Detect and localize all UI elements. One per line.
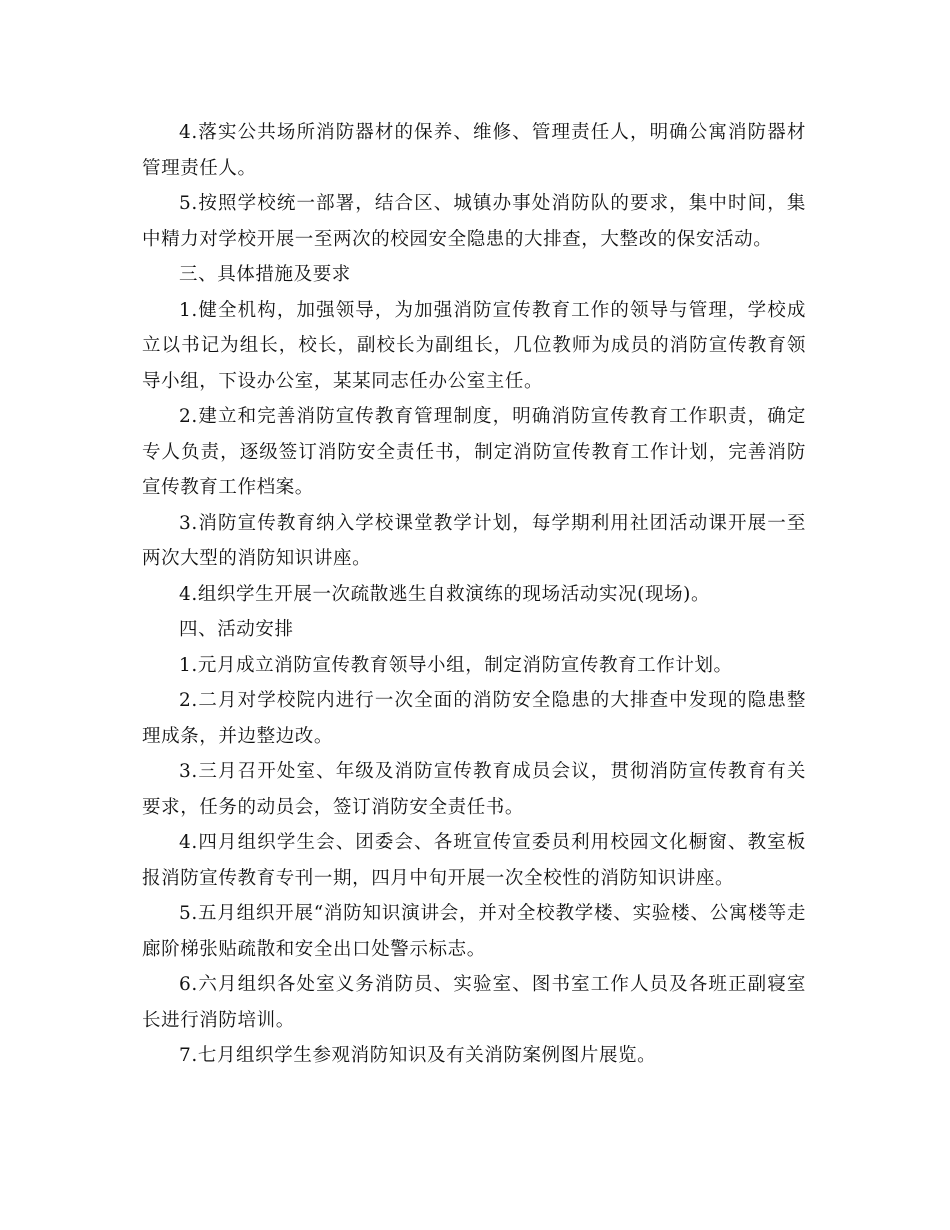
section-heading: 三、具体措施及要求 [179, 264, 351, 285]
paragraph: 6.六月组织各处室义务消防员、实验室、图书室工作人员及各班正副寝室长进行消防培训。 [142, 974, 806, 1031]
document-body [142, 115, 806, 1074]
paragraph: 3.三月召开处室、年级及消防宣传教育成员会议，贯彻消防宣传教育有关要求，任务的动员会，签订消防安全责任书。 [142, 761, 806, 818]
paragraph: 5.按照学校统一部署，结合区、城镇办事处消防队的要求，集中时间，集中精力对学校开展一至两次的校园安全隐患的大排查，大整改的保安活动。 [142, 193, 806, 250]
paragraph: 4.落实公共场所消防器材的保养、维修、管理责任人，明确公寓消防器材管理责任人。 [142, 122, 806, 179]
paragraph: 2.二月对学校院内进行一次全面的消防安全隐患的大排查中发现的隐患整理成条，并边整边改。 [142, 690, 806, 747]
paragraph: 5.五月组织开展“消防知识演讲会，并对全校教学楼、实验楼、公寓楼等走廊阶梯张贴疏散和安全出口处警示标志。 [142, 903, 806, 960]
paragraph: 3.消防宣传教育纳入学校课堂教学计划，每学期利用社团活动课开展一至两次大型的消防知识讲座。 [142, 512, 806, 569]
paragraph: 2.建立和完善消防宣传教育管理制度，明确消防宣传教育工作职责，确定专人负责，逐级签订消防安全责任书，制定消防宣传教育工作计划，完善消防宣传教育工作档案。 [142, 406, 806, 498]
paragraph: 7.七月组织学生参观消防知识及有关消防案例图片展览。 [179, 1045, 657, 1066]
paragraph: 4.组织学生开展一次疏散逃生自救演练的现场活动实况(现场)。 [179, 583, 711, 605]
paragraph: 1.健全机构，加强领导，为加强消防宣传教育工作的领导与管理，学校成立以书记为组长，校长，副校长为副组长，几位教师为成员的消防宣传教育领导小组，下设办公室，某某同志任办公室主任。 [142, 299, 806, 392]
section-heading: 四、活动安排 [179, 619, 294, 640]
paragraph: 4.四月组织学生会、团委会、各班宣传宣委员利用校园文化橱窗、教室板报消防宣传教育专刊一期，四月中旬开展一次全校性的消防知识讲座。 [142, 832, 806, 889]
paragraph: 1.元月成立消防宣传教育领导小组，制定消防宣传教育工作计划。 [179, 654, 733, 676]
